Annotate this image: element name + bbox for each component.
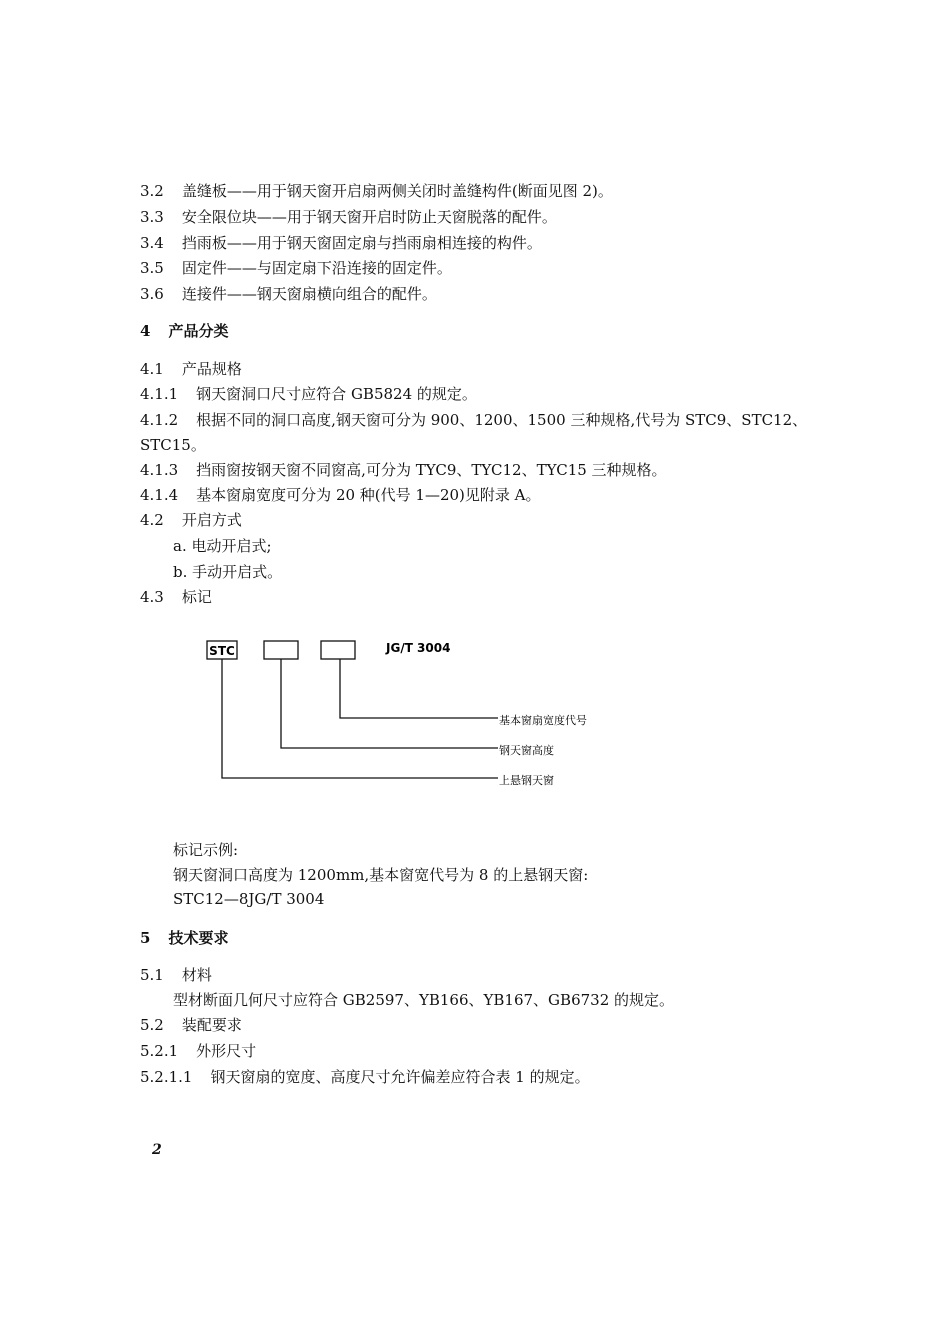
- example-code-text: STC12—8JG/T 3004: [173, 890, 325, 908]
- clause-4-1-2: [140, 410, 807, 430]
- clause-5-2-1: [140, 1041, 256, 1061]
- clause-text: 基本窗扇宽度可分为 20 种(代号 1—20)见附录 A。: [196, 486, 541, 504]
- clause-number: 3.2: [140, 182, 164, 200]
- clause-number: 4.1: [140, 360, 164, 378]
- example-code: [173, 889, 324, 909]
- example-description-text: 钢天窗洞口高度为 1200mm,基本窗宽代号为 8 的上悬钢天窗:: [173, 866, 589, 884]
- clause-text: 连接件——钢天窗扇横向组合的配件。: [181, 285, 437, 303]
- leader-line-height: [281, 659, 498, 748]
- marking-diagram: [200, 632, 620, 792]
- section-title: 产品分类: [168, 322, 229, 340]
- clause-3-3: [140, 207, 557, 227]
- list-item-b: [173, 562, 282, 582]
- clause-number: 5.2.1: [140, 1042, 179, 1060]
- clause-number: 4.2: [140, 511, 164, 529]
- section-number: 4: [140, 322, 151, 340]
- clause-text: 钢天窗扇的宽度、高度尺寸允许偏差应符合表 1 的规定。: [210, 1068, 590, 1086]
- section-heading-5: [140, 928, 228, 948]
- clause-number: 3.5: [140, 259, 164, 277]
- clause-4-1-4: [140, 485, 541, 505]
- clause-number: 4.3: [140, 588, 164, 606]
- clause-text: 钢天窗洞口尺寸应符合 GB5824 的规定。: [196, 385, 477, 403]
- clause-number: 4.1.4: [140, 486, 179, 504]
- box-height: [264, 641, 298, 659]
- clause-number: 3.4: [140, 234, 164, 252]
- example-title: [173, 840, 238, 860]
- clause-text: 挡雨板——用于钢天窗固定扇与挡雨扇相连接的构件。: [181, 234, 542, 252]
- clause-text: 根据不同的洞口高度,钢天窗可分为 900、1200、1500 三种规格,代号为 STC9、STC12、: [196, 411, 808, 429]
- list-item-text: a. 电动开启式;: [173, 537, 272, 555]
- clause-4-1-2-continued: [140, 435, 206, 455]
- box-width-code: [321, 641, 355, 659]
- clause-3-5: [140, 258, 452, 278]
- clause-4-2: [140, 510, 242, 530]
- clause-5-2: [140, 1015, 242, 1035]
- clause-5-1-body: [173, 990, 674, 1010]
- clause-4-1-1: [140, 384, 477, 404]
- clause-text: 安全限位块——用于钢天窗开启时防止天窗脱落的配件。: [181, 208, 557, 226]
- example-description: [173, 865, 588, 885]
- clause-4-1: [140, 359, 242, 379]
- clause-3-6: [140, 284, 437, 304]
- clause-text: 标记: [181, 588, 212, 606]
- label-top-hung: 上悬钢天窗: [499, 774, 554, 787]
- list-item-a: [173, 536, 272, 556]
- clause-5-1: [140, 965, 212, 985]
- section-title: 技术要求: [168, 929, 229, 947]
- clause-number: 5.2.1.1: [140, 1068, 193, 1086]
- clause-text: 材料: [181, 966, 212, 984]
- clause-number: 4.1.2: [140, 411, 179, 429]
- clause-text: 固定件——与固定扇下沿连接的固定件。: [181, 259, 452, 277]
- clause-body-text: 型材断面几何尺寸应符合 GB2597、YB166、YB167、GB6732 的规定。: [173, 991, 675, 1009]
- section-number: 5: [140, 929, 151, 947]
- clause-text: 产品规格: [181, 360, 242, 378]
- clause-text: 装配要求: [181, 1016, 242, 1034]
- clause-3-2: [140, 181, 613, 201]
- clause-text: 外形尺寸: [196, 1042, 257, 1060]
- clause-text: 盖缝板——用于钢天窗开启扇两侧关闭时盖缝构件(断面见图 2)。: [181, 182, 613, 200]
- leader-line-width: [340, 659, 498, 718]
- clause-number: 4.1.1: [140, 385, 179, 403]
- page-number: 2: [152, 1142, 162, 1158]
- clause-text: 开启方式: [181, 511, 242, 529]
- clause-number: 5.1: [140, 966, 164, 984]
- example-title-text: 标记示例:: [173, 841, 239, 859]
- clause-5-2-1-1: [140, 1067, 590, 1087]
- clause-number: 3.6: [140, 285, 164, 303]
- label-width-code: 基本窗扇宽度代号: [499, 714, 587, 727]
- clause-4-3: [140, 587, 212, 607]
- clause-text: 挡雨窗按钢天窗不同窗高,可分为 TYC9、TYC12、TYC15 三种规格。: [196, 461, 667, 479]
- list-item-text: b. 手动开启式。: [173, 563, 283, 581]
- clause-number: 5.2: [140, 1016, 164, 1034]
- label-height: 钢天窗高度: [499, 744, 554, 757]
- clause-4-1-3: [140, 460, 667, 480]
- clause-text-continued: STC15。: [140, 436, 206, 454]
- section-heading-4: [140, 321, 228, 341]
- clause-3-4: [140, 233, 542, 253]
- standard-number: JG/T 3004: [386, 641, 451, 655]
- box-stc-label: STC: [209, 644, 235, 658]
- clause-number: 3.3: [140, 208, 164, 226]
- clause-number: 4.1.3: [140, 461, 179, 479]
